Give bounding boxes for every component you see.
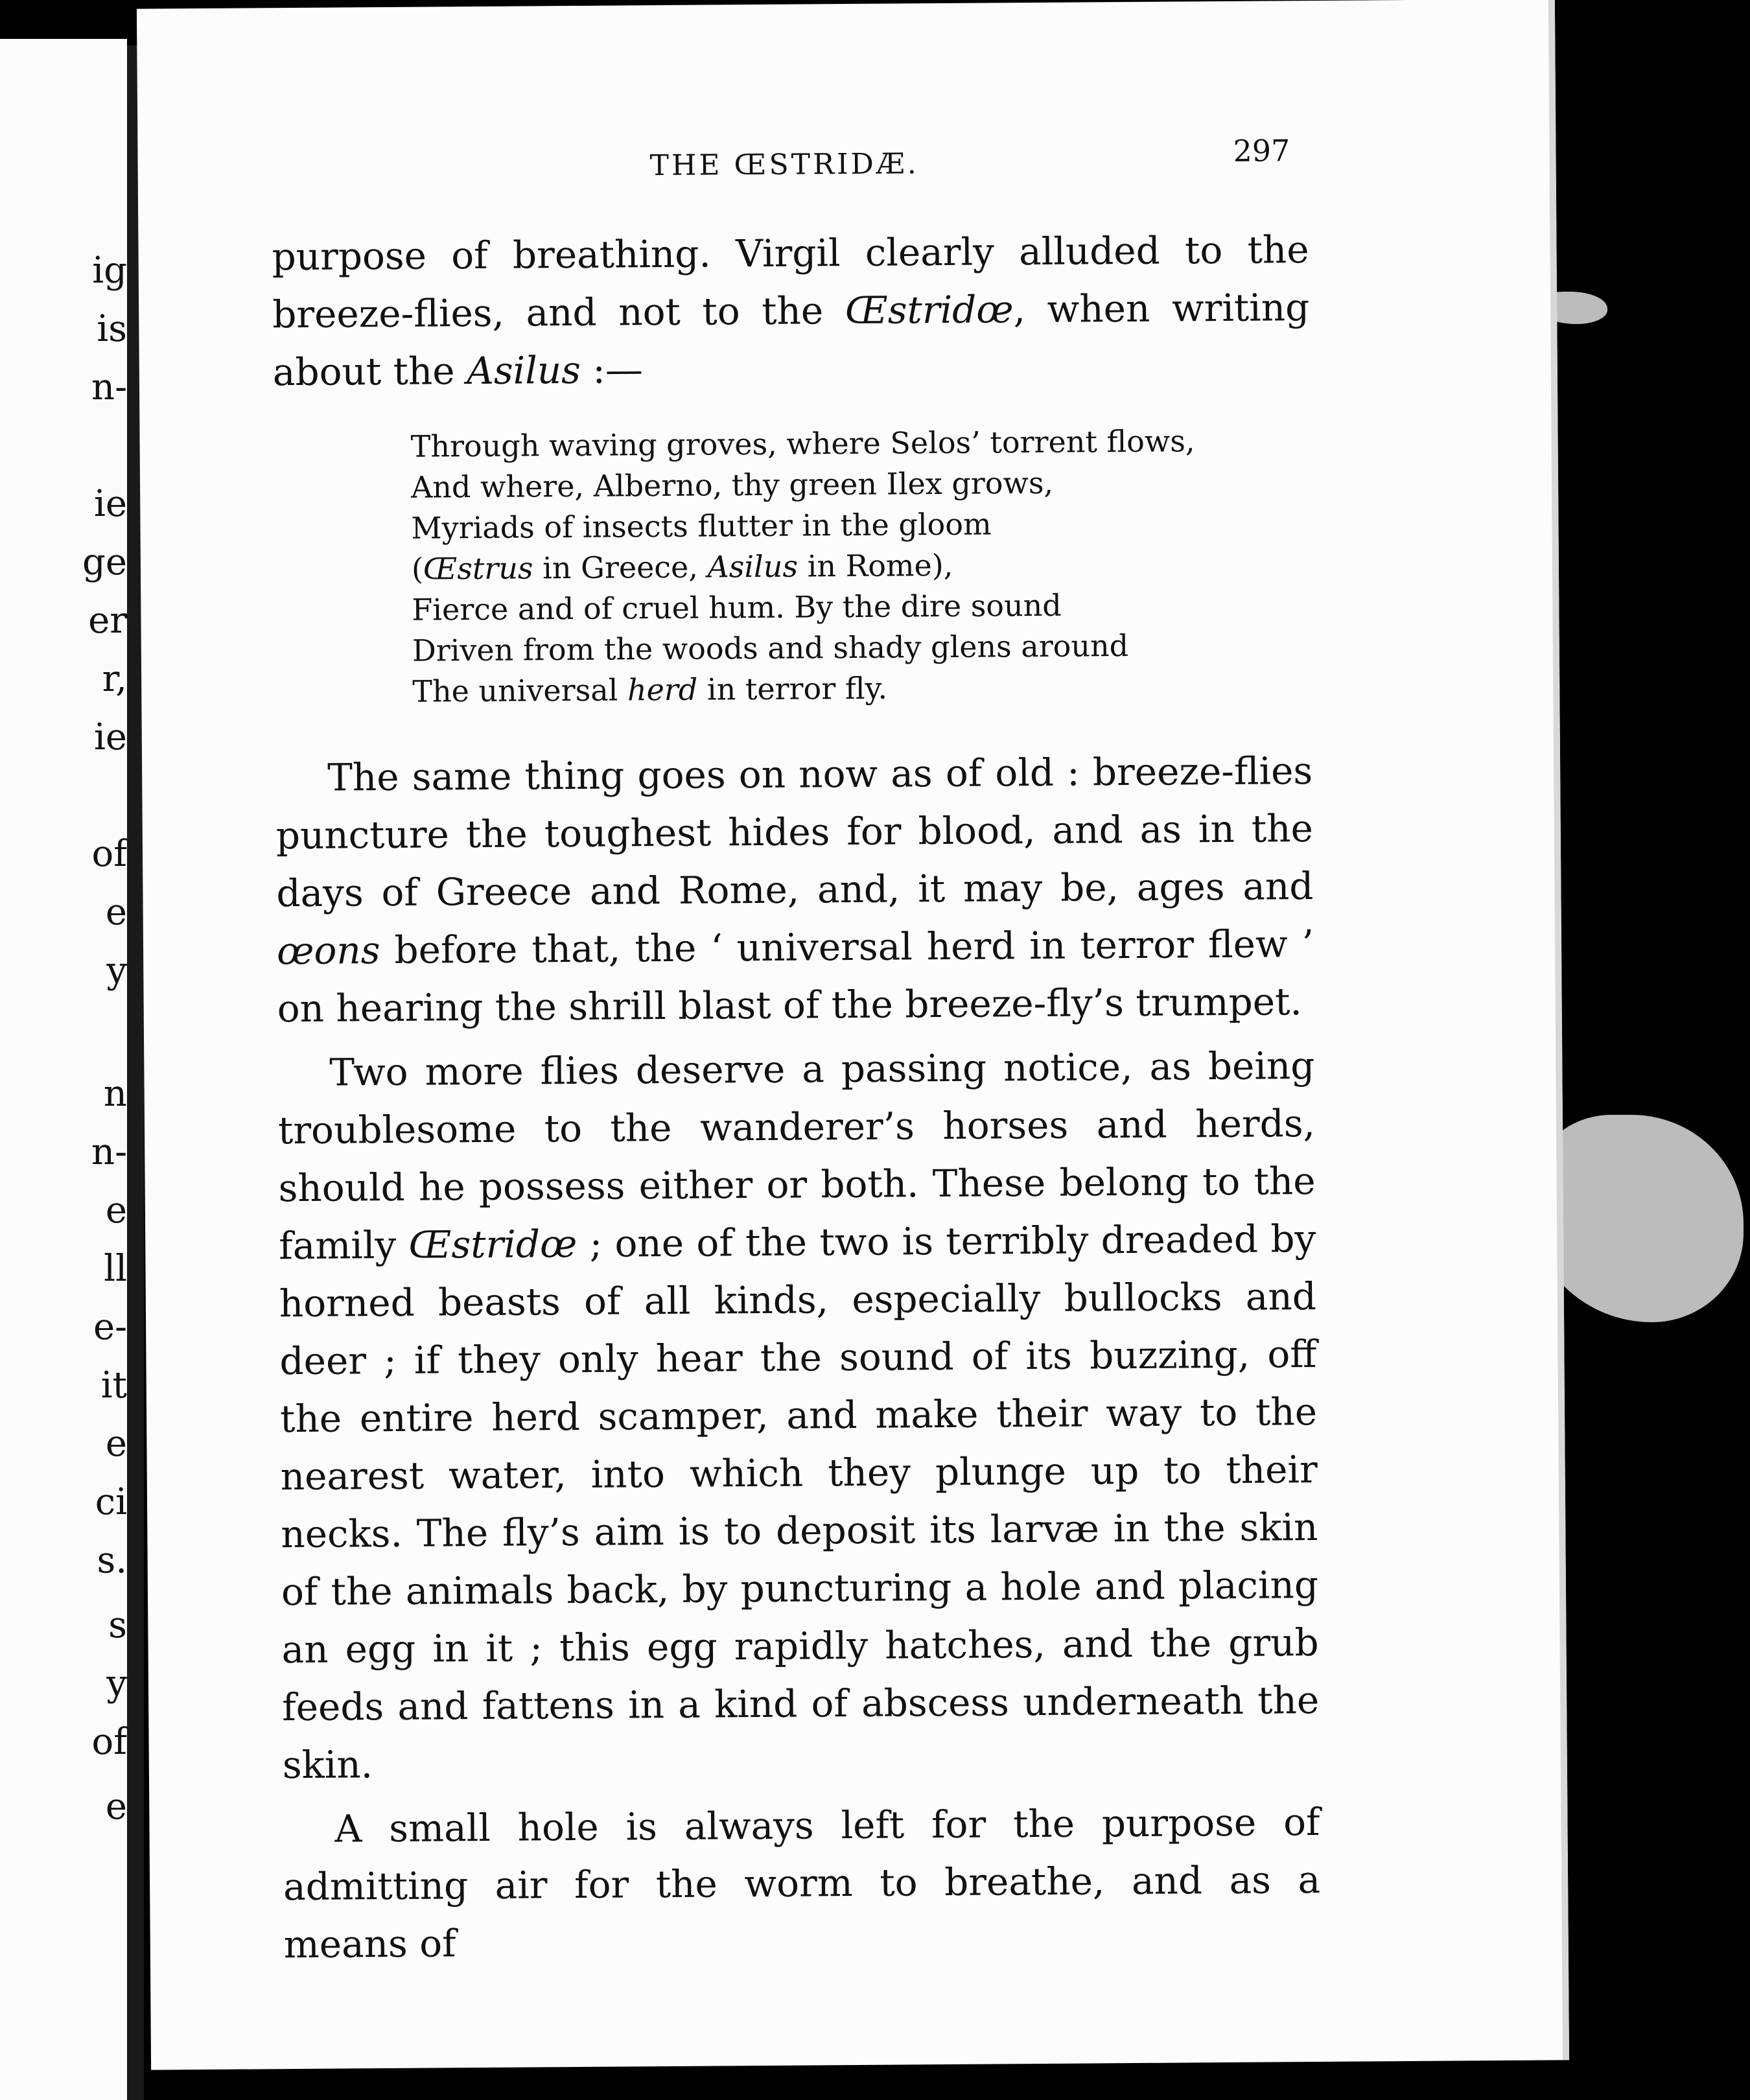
text-run: The same thing goes on now as of old : breeze-flies puncture the toughest hides for blood, and as in the days of Greece and Rome, and, it may be, ages and <box>275 749 1314 916</box>
left-page-fragment: y <box>106 1662 127 1705</box>
left-page-fragment: e- <box>93 1306 127 1348</box>
verse-quotation <box>410 420 1312 712</box>
text-run: ; one of the two is terribly dreaded by horned beasts of all kinds, especially bullocks and deer ; if they only hear the sound of its buzzing, off the entire herd scamper, and make their way to the nearest water, into which they plunge up to their necks. The fly’s aim is to deposit its larvæ in the skin of the animals back, by puncturing a hole and placing an egg in it ; this egg rapidly hatches, and the grub feeds and fattens in a kind of abscess underneath the skin. <box>279 1217 1320 1788</box>
book-page <box>137 0 1569 2070</box>
verse-line: Myriads of insects flutter in the gloom <box>411 506 992 546</box>
paragraph-3 <box>277 1037 1320 1794</box>
left-page-fragment: e <box>105 1786 127 1828</box>
left-page-fragment: e <box>105 1423 127 1465</box>
running-title: THE ŒSTRIDÆ. <box>649 147 919 183</box>
text-run: , when writing about the <box>272 285 1310 395</box>
left-page-fragment: n- <box>91 1131 127 1173</box>
left-page-fragment: of <box>91 833 127 875</box>
verse-line <box>412 665 1312 712</box>
left-page-fragment: r, <box>102 658 127 700</box>
italic-term: Œstridœ <box>845 287 1014 333</box>
italic-term: herd <box>627 671 698 708</box>
text-run: purpose of breathing. Virgil clearly alluded to the breeze-flies, and not to the <box>272 228 1309 337</box>
text-run: The universal <box>412 672 628 709</box>
left-page-fragment: ig <box>92 250 127 292</box>
text-run: in Greece, <box>533 549 708 586</box>
text-run: in Rome), <box>797 547 953 584</box>
left-page-fragment: s <box>108 1604 127 1646</box>
verse-line: Driven from the woods and shady glens around <box>412 628 1129 668</box>
paragraph-2 <box>275 742 1314 1038</box>
left-page-fragment: ie <box>93 483 127 525</box>
verse-line: Through waving groves, where Selos’ torrent flows, <box>410 423 1195 464</box>
italic-term: Œstridœ <box>408 1221 578 1267</box>
italic-term: Asilus <box>707 548 799 585</box>
paragraph-4 <box>283 1793 1321 1974</box>
paragraph-1 <box>272 221 1310 401</box>
page-number: 297 <box>1233 133 1290 169</box>
text-run: in terror fly. <box>697 670 888 707</box>
italic-term: Asilus <box>466 347 581 393</box>
left-page-fragment: n <box>103 1073 127 1115</box>
left-page-fragment: ie <box>93 716 127 758</box>
left-page-fragment: n- <box>91 366 127 408</box>
left-page-fragment: ge <box>82 541 127 583</box>
left-page-fragment: is <box>97 308 127 350</box>
text-run: :— <box>580 347 644 392</box>
italic-term: œons <box>276 928 380 974</box>
left-page-fragment: ci <box>95 1481 127 1523</box>
left-page-fragment: of <box>91 1721 127 1763</box>
left-facing-page <box>0 39 127 2100</box>
left-page-fragment: s. <box>97 1539 127 1581</box>
left-page-fragment: er <box>88 600 127 642</box>
left-page-fragment: it <box>100 1364 127 1406</box>
text-run: before that, the ‘ universal herd in terror flew ’ on hearing the shrill blast of the breeze-fly’s trumpet. <box>277 922 1314 1031</box>
left-page-fragment: y <box>106 950 127 992</box>
italic-term: Œstrus <box>423 550 533 587</box>
text-run: A small hole is always left for the purpose of admitting air for the worm to breathe, and as a means of <box>283 1800 1321 1967</box>
left-page-fragment: ll <box>104 1248 127 1290</box>
text-run: Two more flies deserve a passing notice, as being troublesome to the wanderer’s horses and herds, should he possess either or both. These belong to the family <box>277 1044 1316 1268</box>
left-page-fragment: e <box>105 891 127 933</box>
text-run: ( <box>411 551 424 587</box>
page-header <box>137 133 1556 191</box>
verse-line <box>412 542 1311 590</box>
verse-line: Fierce and of cruel hum. By the dire sound <box>412 587 1062 627</box>
page-text <box>272 221 1321 1974</box>
verse-line: And where, Alberno, thy green Ilex grows, <box>410 465 1054 505</box>
left-page-fragment: e <box>105 1189 127 1231</box>
